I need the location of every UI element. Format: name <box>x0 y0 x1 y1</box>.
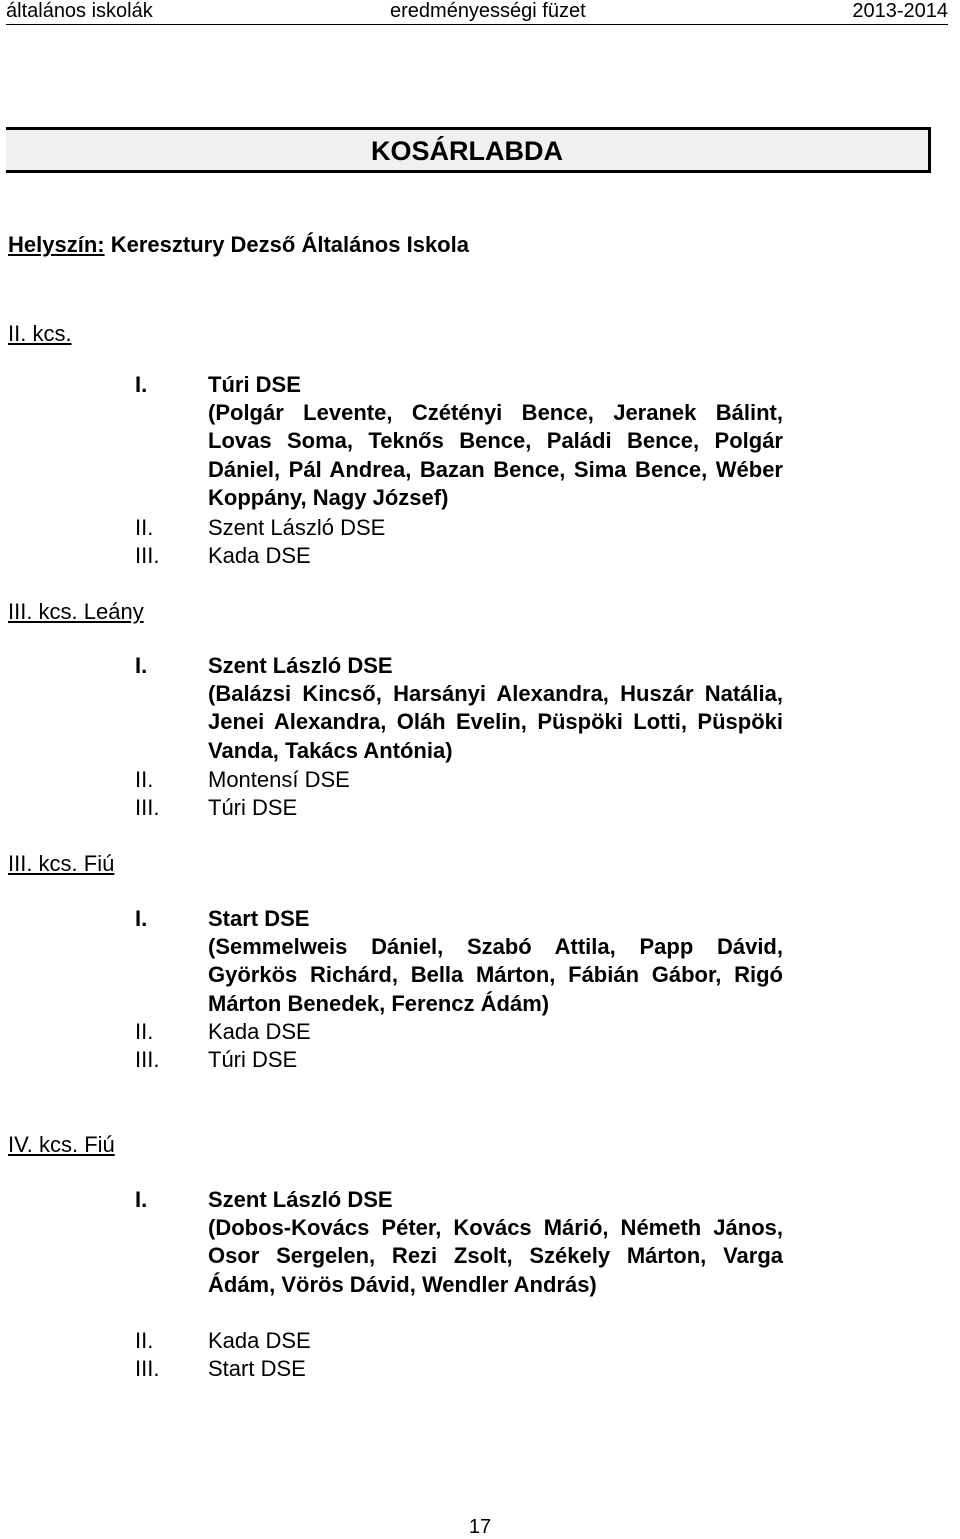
result-team: Start DSE <box>208 1356 306 1381</box>
result-rank: I. <box>135 653 148 678</box>
result-team: Túri DSE <box>208 372 301 397</box>
page-title: KOSÁRLABDA <box>371 136 563 166</box>
result-rank: I. <box>135 372 148 397</box>
header-left: általános iskolák <box>6 0 153 22</box>
result-team: Szent László DSE <box>208 1187 393 1212</box>
result-team: Túri DSE <box>208 1047 298 1072</box>
result-rank: II. <box>135 515 154 540</box>
result-rank: I. <box>135 1187 148 1212</box>
result-team: Szent László DSE <box>208 653 393 678</box>
result-team: Túri DSE <box>208 795 298 820</box>
team-members: (Semmelweis Dániel, Szabó Attila, Papp Dávid, Györkös Richárd, Bella Márton, Fábián Gábor, Rigó Márton Benedek, Ferencz Ádám) <box>208 934 783 1016</box>
result-team: Montensí DSE <box>208 767 350 792</box>
result-rank: II. <box>135 1019 154 1044</box>
result-rank: II. <box>135 767 154 792</box>
category-heading: III. kcs. Fiú <box>8 851 115 876</box>
team-members: (Dobos-Kovács Péter, Kovács Márió, Németh János, Osor Sergelen, Rezi Zsolt, Székely Márton, Varga Ádám, Vörös Dávid, Wendler András) <box>208 1215 783 1297</box>
result-team: Kada DSE <box>208 1019 311 1044</box>
title-bar <box>6 127 931 173</box>
result-rank: III. <box>135 543 160 568</box>
location-line <box>8 231 469 259</box>
header-right: 2013-2014 <box>852 0 948 22</box>
page-number: 17 <box>468 1516 492 1538</box>
result-rank: III. <box>135 795 160 820</box>
result-rank: I. <box>135 906 148 931</box>
result-team: Kada DSE <box>208 543 311 568</box>
category-heading: III. kcs. Leány <box>8 599 144 624</box>
team-members: (Balázsi Kincső, Harsányi Alexandra, Huszár Natália, Jenei Alexandra, Oláh Evelin, Püspöki Lotti, Püspöki Vanda, Takács Antónia) <box>208 681 783 763</box>
category-heading: IV. kcs. Fiú <box>8 1132 115 1157</box>
result-team: Start DSE <box>208 906 310 931</box>
location-value: Keresztury Dezső Általános Iskola <box>110 232 469 257</box>
team-members: (Polgár Levente, Czétényi Bence, Jeranek Bálint, Lovas Soma, Teknős Bence, Paládi Bence, Polgár Dániel, Pál Andrea, Bazan Bence, Sima Bence, Wéber Koppány, Nagy József) <box>208 400 783 510</box>
category-heading: II. kcs. <box>8 321 72 346</box>
header-center: eredményességi füzet <box>390 0 586 22</box>
result-team: Szent László DSE <box>208 515 386 540</box>
location-label: Helyszín: <box>8 232 105 257</box>
result-team: Kada DSE <box>208 1328 311 1353</box>
result-rank: III. <box>135 1047 160 1072</box>
result-rank: II. <box>135 1328 154 1353</box>
page-header <box>6 0 948 25</box>
result-rank: III. <box>135 1356 160 1381</box>
